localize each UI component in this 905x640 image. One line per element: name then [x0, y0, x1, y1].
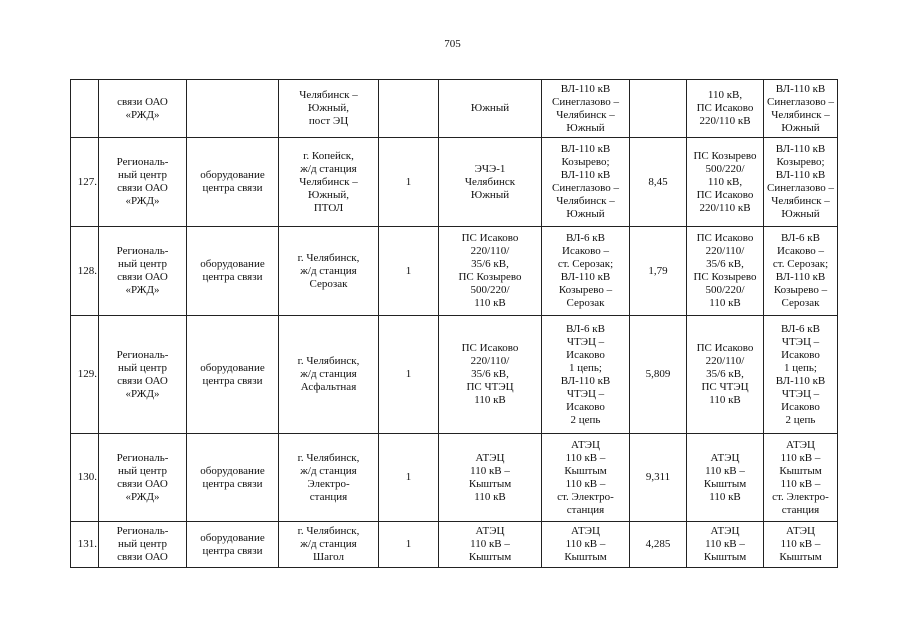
power-source-cell: АТЭЦ 110 кВ – Кыштым: [439, 522, 542, 568]
location-cell: г. Челябинск, ж/д станция Электро- станция: [279, 434, 379, 522]
length-cell: 9,311: [630, 434, 687, 522]
owner-cell: Региональ- ный центр связи ОАО: [99, 522, 187, 568]
power-line-cell: АТЭЦ 110 кВ – Кыштым: [542, 522, 630, 568]
quantity-cell: 1: [379, 227, 439, 316]
row-number: 130.: [71, 434, 99, 522]
length-cell: 5,809: [630, 316, 687, 434]
table-row: [71, 434, 838, 522]
table-row: [71, 227, 838, 316]
page-number: 705: [444, 38, 461, 50]
owner-cell: связи ОАО «РЖД»: [99, 80, 187, 138]
power-line-cell: ВЛ-110 кВ Синеглазово – Челябинск – Южный: [542, 80, 630, 138]
alt-substation-cell: 110 кВ, ПС Исаково 220/110 кВ: [687, 80, 764, 138]
quantity-cell: 1: [379, 138, 439, 227]
object-cell: оборудование центра связи: [187, 138, 279, 227]
alt-substation-cell: ПС Исаково 220/110/ 35/6 кВ, ПС ЧТЭЦ 110 кВ: [687, 316, 764, 434]
table-row: [71, 316, 838, 434]
owner-cell: Региональ- ный центр связи ОАО «РЖД»: [99, 316, 187, 434]
length-cell: [630, 80, 687, 138]
alt-substation-cell: АТЭЦ 110 кВ – Кыштым: [687, 522, 764, 568]
power-line-cell: ВЛ-110 кВ Козырево; ВЛ-110 кВ Синеглазово – Челябинск – Южный: [542, 138, 630, 227]
row-number: 127.: [71, 138, 99, 227]
alt-line-cell: ВЛ-6 кВ ЧТЭЦ – Исаково 1 цепь; ВЛ-110 кВ ЧТЭЦ – Исаково 2 цепь: [764, 316, 838, 434]
alt-substation-cell: ПС Козырево 500/220/ 110 кВ, ПС Исаково 220/110 кВ: [687, 138, 764, 227]
owner-cell: Региональ- ный центр связи ОАО «РЖД»: [99, 138, 187, 227]
location-cell: Челябинск – Южный, пост ЭЦ: [279, 80, 379, 138]
alt-line-cell: АТЭЦ 110 кВ – Кыштым 110 кВ – ст. Электро- станция: [764, 434, 838, 522]
quantity-cell: 1: [379, 316, 439, 434]
alt-substation-cell: АТЭЦ 110 кВ – Кыштым 110 кВ: [687, 434, 764, 522]
quantity-cell: 1: [379, 522, 439, 568]
alt-line-cell: ВЛ-6 кВ Исаково – ст. Серозак; ВЛ-110 кВ Козырево – Серозак: [764, 227, 838, 316]
owner-cell: Региональ- ный центр связи ОАО «РЖД»: [99, 434, 187, 522]
table-row: [71, 138, 838, 227]
power-source-cell: ЭЧЭ-1 Челябинск Южный: [439, 138, 542, 227]
length-cell: 1,79: [630, 227, 687, 316]
power-source-cell: ПС Исаково 220/110/ 35/6 кВ, ПС ЧТЭЦ 110 кВ: [439, 316, 542, 434]
location-cell: г. Копейск, ж/д станция Челябинск – Южный, ПТОЛ: [279, 138, 379, 227]
object-cell: [187, 80, 279, 138]
table-row: [71, 80, 838, 138]
alt-line-cell: АТЭЦ 110 кВ – Кыштым: [764, 522, 838, 568]
row-number: [71, 80, 99, 138]
power-line-cell: ВЛ-6 кВ Исаково – ст. Серозак; ВЛ-110 кВ Козырево – Серозак: [542, 227, 630, 316]
row-number: 131.: [71, 522, 99, 568]
power-source-cell: ПС Исаково 220/110/ 35/6 кВ, ПС Козырево 500/220/ 110 кВ: [439, 227, 542, 316]
power-source-cell: Южный: [439, 80, 542, 138]
object-cell: оборудование центра связи: [187, 522, 279, 568]
data-table: [70, 79, 838, 568]
length-cell: 8,45: [630, 138, 687, 227]
object-cell: оборудование центра связи: [187, 434, 279, 522]
quantity-cell: 1: [379, 434, 439, 522]
owner-cell: Региональ- ный центр связи ОАО «РЖД»: [99, 227, 187, 316]
alt-line-cell: ВЛ-110 кВ Козырево; ВЛ-110 кВ Синеглазово – Челябинск – Южный: [764, 138, 838, 227]
row-number: 129.: [71, 316, 99, 434]
power-source-cell: АТЭЦ 110 кВ – Кыштым 110 кВ: [439, 434, 542, 522]
quantity-cell: [379, 80, 439, 138]
power-line-cell: ВЛ-6 кВ ЧТЭЦ – Исаково 1 цепь; ВЛ-110 кВ ЧТЭЦ – Исаково 2 цепь: [542, 316, 630, 434]
length-cell: 4,285: [630, 522, 687, 568]
table-row: [71, 522, 838, 568]
location-cell: г. Челябинск, ж/д станция Серозак: [279, 227, 379, 316]
location-cell: г. Челябинск, ж/д станция Асфальтная: [279, 316, 379, 434]
object-cell: оборудование центра связи: [187, 227, 279, 316]
row-number: 128.: [71, 227, 99, 316]
location-cell: г. Челябинск, ж/д станция Шагол: [279, 522, 379, 568]
power-line-cell: АТЭЦ 110 кВ – Кыштым 110 кВ – ст. Электро- станция: [542, 434, 630, 522]
object-cell: оборудование центра связи: [187, 316, 279, 434]
alt-substation-cell: ПС Исаково 220/110/ 35/6 кВ, ПС Козырево 500/220/ 110 кВ: [687, 227, 764, 316]
alt-line-cell: ВЛ-110 кВ Синеглазово – Челябинск – Южный: [764, 80, 838, 138]
